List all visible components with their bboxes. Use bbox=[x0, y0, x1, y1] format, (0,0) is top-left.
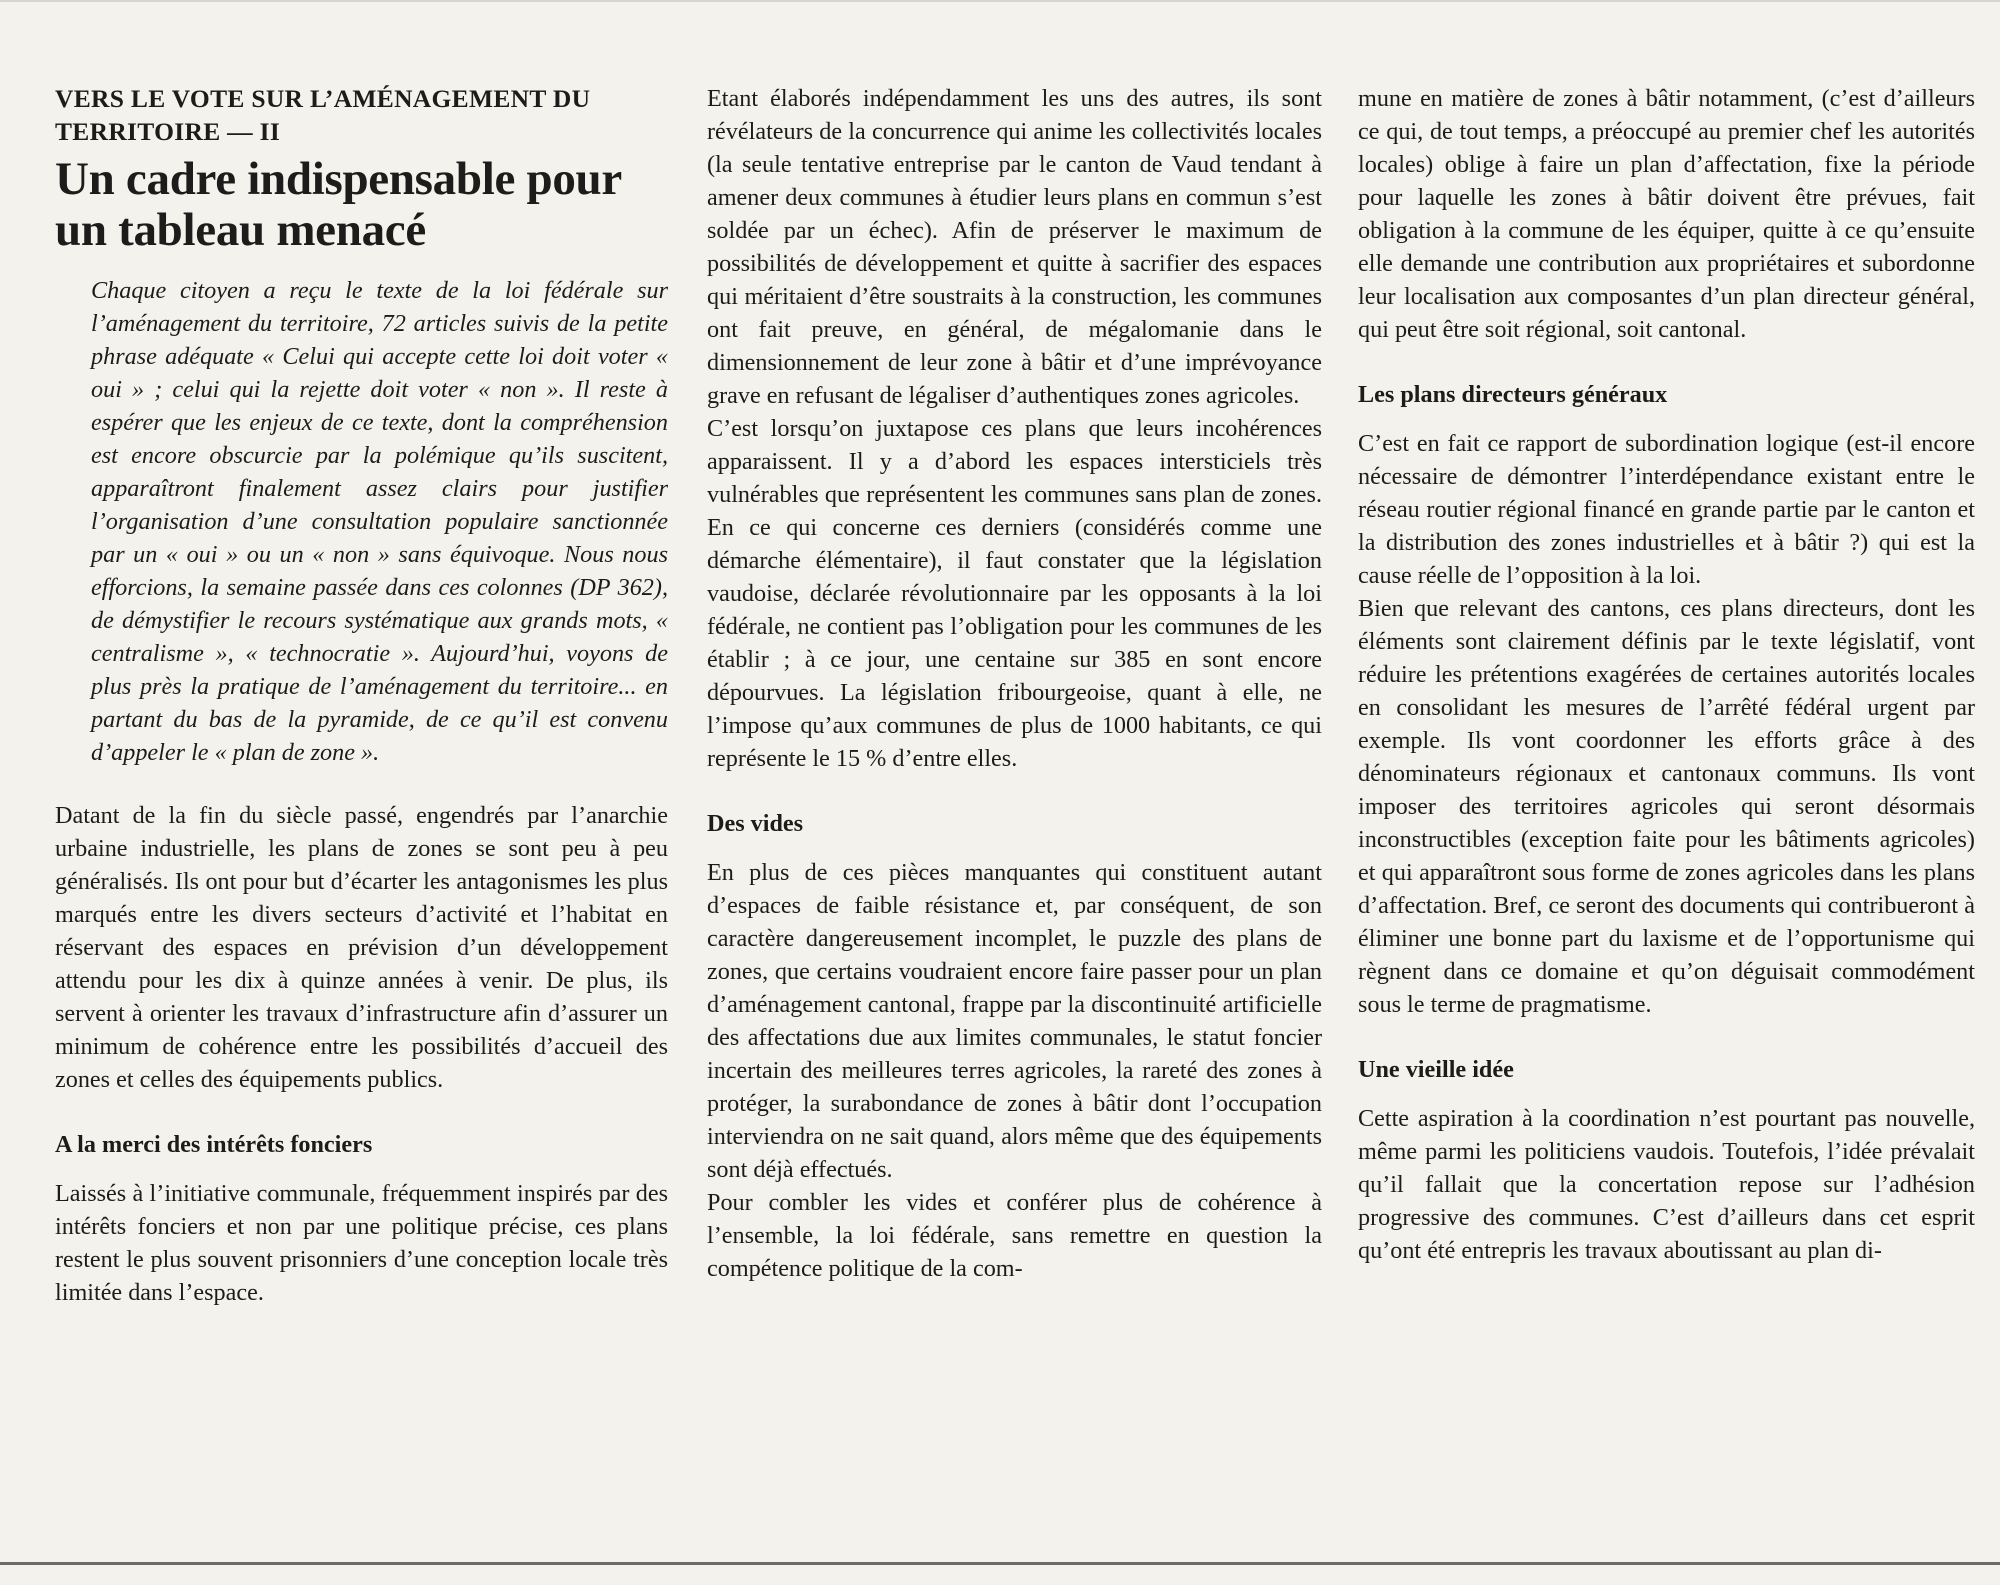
paragraph-7: mune en matière de zones à bâtir notamment, (c’est d’ailleurs ce qui, de tout temps, a préoccupé au premier chef les autorités locales) oblige à faire un plan d’affectation, fixe la période pour laquelle les zones à bâtir doivent être prévues, fait obligation à la commune de les équiper, quitte à ce qu’ensuite elle demande une contribution aux propriétaires et subordonne leur localisation aux composantes d’un plan directeur général, qui peut être soit régional, soit cantonal. bbox=[1358, 85, 1975, 343]
paragraph-3: Etant élaborés indépendamment les uns des autres, ils sont révélateurs de la concurrence qui anime les collectivités locales (la seule tentative entreprise par le canton de Vaud tendant à amener deux communes à étudier leurs plans en commun s’est soldée par un échec). Afin de préserver le maximum de possibilités de développement et quitte à sacrifier des espaces qui méritaient d’être soustraits à la construction, les communes ont fait preuve, en général, de mégalomanie dans le dimensionnement de leur zone à bâtir et d’une imprévoyance grave en refusant de légaliser d’authentiques zones agricoles. bbox=[707, 85, 1322, 409]
paragraph-9: Bien que relevant des cantons, ces plans directeurs, dont les éléments sont clairement définis par le texte législatif, vont réduire les prétentions exagérées de certaines autorités locales en consolidant les mesures de l’arrêté fédéral urgent par exemple. Ils vont coordonner les efforts grâce à des dénominateurs régionaux et cantonaux communs. Ils vont imposer des territoires agricoles qui seront désormais inconstructibles (exception faite pour les bâtiments agricoles) et qui apparaîtront sous forme de zones agricoles dans les plans d’affectation. Bref, ce seront des documents qui contribueront à éliminer une bonne part du laxisme et de l’opportunisme qui règnent dans ce domaine et qu’on déguisait commodément sous le terme de pragmatisme. bbox=[1358, 595, 1975, 1018]
subheading-4: Une vieille idée bbox=[1358, 1056, 1514, 1083]
bottom-rule bbox=[0, 1562, 2000, 1565]
column-1 bbox=[55, 82, 668, 1309]
subheading-2: Des vides bbox=[707, 810, 804, 837]
subheading-1: A la merci des intérêts fonciers bbox=[55, 1131, 373, 1158]
article-kicker: VERS LE VOTE SUR L’AMÉNAGEMENT DU TERRITOIRE — II bbox=[55, 84, 591, 146]
paragraph-8: C’est en fait ce rapport de subordination logique (est-il encore nécessaire de démontrer l’interdépendance existant entre le réseau routier régional financé en grande partie par le canton et la distribution des zones industrielles et à bâtir ?) qui est la cause réelle de l’opposition à la loi. bbox=[1358, 430, 1975, 589]
paragraph-1: Datant de la fin du siècle passé, engendrés par l’anarchie urbaine industrielle, les plans de zones se sont peu à peu généralisés. Ils ont pour but d’écarter les antagonismes les plus marqués entre les divers secteurs d’activité et l’habitat en réservant des espaces en prévision d’un développement attendu pour les dix à quinze années à venir. De plus, ils servent à orienter les travaux d’infrastructure afin d’assurer un minimum de cohérence entre les possibilités d’accueil des zones et celles des équipements publics. bbox=[55, 802, 668, 1093]
subheading-3: Les plans directeurs généraux bbox=[1358, 381, 1668, 408]
paragraph-2: Laissés à l’initiative communale, fréquemment inspirés par des intérêts fonciers et non par une politique précise, ces plans restent le plus souvent prisonniers d’une conception locale très limitée dans l’espace. bbox=[55, 1180, 668, 1306]
column-2 bbox=[707, 82, 1322, 1285]
column-3 bbox=[1358, 82, 1975, 1267]
article-lead: Chaque citoyen a reçu le texte de la loi fédérale sur l’aménagement du territoire, 72 articles suivis de la petite phrase adéquate « Celui qui accepte cette loi doit voter « oui » ; celui qui la rejette doit voter « non ». Il reste à espérer que les enjeux de ce texte, dont la compréhension est encore obscurcie par la polémique qu’ils suscitent, apparaîtront finalement assez clairs pour justifier l’organisation d’une consultation populaire sanctionnée par un « oui » ou un « non » sans équivoque. Nous nous efforcions, la semaine passée dans ces colonnes (DP 362), de démystifier le recours systématique aux grands mots, « centralisme », « technocratie ». Aujourd’hui, voyons de plus près la pratique de l’aménagement du territoire... en partant du bas de la pyramide, de ce qu’il est convenu d’appeler le « plan de zone ». bbox=[91, 277, 668, 766]
paragraph-6: Pour combler les vides et conférer plus de cohérence à l’ensemble, la loi fédérale, sans remettre en question la compétence politique de la com- bbox=[707, 1189, 1322, 1282]
paragraph-10: Cette aspiration à la coordination n’est pourtant pas nouvelle, même parmi les politiciens vaudois. Toutefois, l’idée prévalait qu’il fallait que la concertation repose sur l’adhésion progressive des communes. C’est d’ailleurs dans cet esprit qu’ont été entrepris les travaux aboutissant au plan di- bbox=[1358, 1105, 1975, 1264]
article-title: Un cadre indispensable pour un tableau menacé bbox=[55, 153, 622, 256]
top-edge bbox=[0, 0, 2000, 2]
paragraph-4: C’est lorsqu’on juxtapose ces plans que leurs incohérences apparaissent. Il y a d’abord les espaces intersticiels très vulnérables que représentent les communes sans plan de zones. En ce qui concerne ces derniers (considérés comme une démarche élémentaire), il faut constater que la législation vaudoise, déclarée révolutionnaire par les opposants à la loi fédérale, ne contient pas l’obligation pour les communes de les établir ; à ce jour, une centaine sur 385 en sont encore dépourvues. La législation fribourgeoise, quant à elle, ne l’impose qu’aux communes de plus de 1000 habitants, ce qui représente le 15 % d’entre elles. bbox=[707, 415, 1322, 772]
paragraph-5: En plus de ces pièces manquantes qui constituent autant d’espaces de faible résistance et, par conséquent, de son caractère dangereusement incomplet, le puzzle des plans de zones, que certains voudraient encore faire passer pour un plan d’aménagement cantonal, frappe par la discontinuité artificielle des affectations due aux limites communales, le statut foncier incertain des meilleures terres agricoles, la rareté des zones à protéger, la surabondance de zones à bâtir dont l’occupation interviendra on ne sait quand, alors même que des équipements sont déjà effectués. bbox=[707, 859, 1322, 1183]
